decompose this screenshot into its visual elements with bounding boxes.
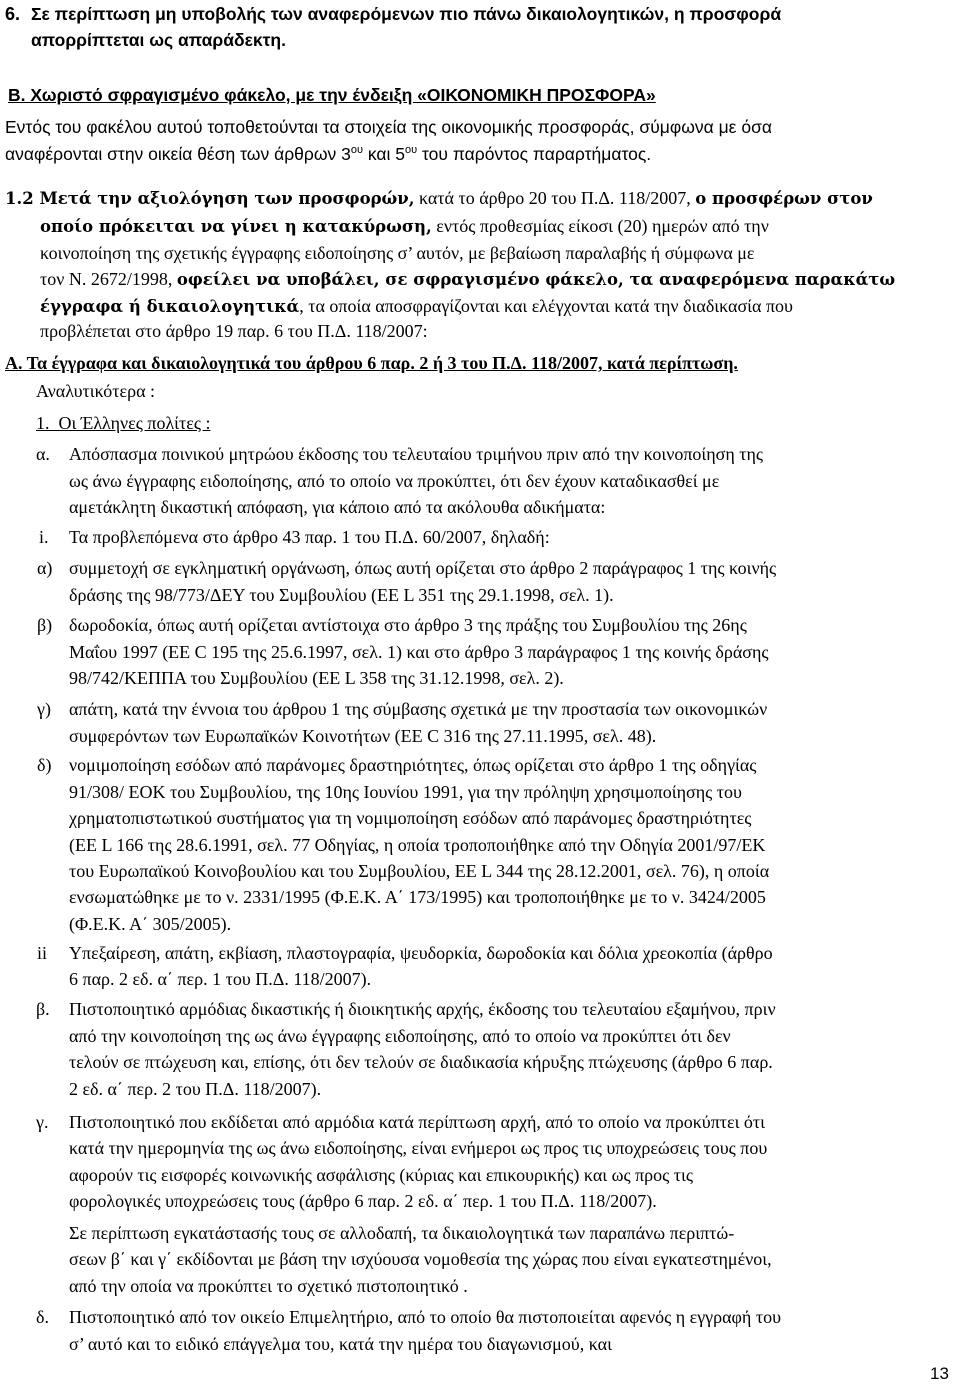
sub-b-line1: δωροδοκία, όπως αυτή ορίζεται αντίστοιχα στο άρθρο 3 της πράξης του Συμβουλίου της 26ης [69,615,747,635]
section-12-bold-b: ο προσφέρων στον [695,189,873,208]
item-i-text: Τα προβλεπόμενα στο άρθρο 43 παρ. 1 του Π.Δ. 60/2007, δηλαδή: [69,527,550,547]
section-12-bold-c: οποίο πρόκειται να γίνει η κατακύρωση, [40,217,432,236]
superscript-ou-2: ου [404,144,418,156]
superscript-ou-1: ου [350,144,363,156]
section-12-bold-a: 1.2 Μετά την αξιολόγηση των προσφορών, [5,189,415,208]
item-ii-line2: 6 παρ. 2 εδ. α΄ περ. 1 του Π.Δ. 118/2007). [69,969,372,989]
section-b-line2-a: αναφέρονται στην οικεία θέση των άρθρων 3 [5,144,351,164]
sub-g-line1: απάτη, κατά την έννοια του άρθρου 1 της σύμβασης σχετικά με την προστασία των οικονομικών [69,699,768,719]
item6-line1: Σε περίπτωση μη υποβολής των αναφερόμενων πιο πάνω δικαιολογητικών, η προσφορά [31,4,782,24]
item6-number: 6. [5,4,21,24]
section-12-line6: προβλέπεται στο άρθρο 19 παρ. 6 του Π.Δ. 118/2007: [40,321,428,341]
sub-a-label: α) [37,558,53,578]
subsection-1-number: 1. [36,413,50,433]
item-gamma-note-line2: σεων β΄ και γ΄ εκδίδονται με βάση την ισχύουσα νομοθεσία της χώρας που είναι εγκατεστημένοι, [69,1249,772,1269]
section-b-heading: Β. Χωριστό σφραγισμένο φάκελο, με την ένδειξη «ΟΙΚΟΝΟΜΙΚΗ ΠΡΟΣΦΟΡΑ» [8,85,656,105]
sub-d-line3: χρηματοπιστωτικού συστήματος για τη νομιμοποίηση εσόδων από παράνομες δραστηριότητες [69,808,752,828]
sub-a-line2: δράσης της 98/773/ΔΕΥ του Συμβουλίου (ΕΕ L 351 της 29.1.1998, σελ. 1). [69,585,614,605]
item-gamma-line4: φορολογικές υποχρεώσεις τους (άρθρο 6 παρ. 2 εδ. α΄ περ. 1 του Π.Δ. 118/2007). [69,1191,657,1211]
sub-d-line2: 91/308/ ΕΟΚ του Συμβουλίου, της 10ης Ιουνίου 1991, για την πρόληψη χρησιμοποίησης του [69,782,742,802]
sub-g-line2: συμφερόντων των Ευρωπαϊκών Κοινοτήτων (ΕΕ C 316 της 27.11.1995, σελ. 48). [69,726,657,746]
section-b-line2-b: και 5 [362,144,405,164]
subsection-1-title [36,412,210,434]
item-beta-line4: 2 εδ. α΄ περ. 2 του Π.Δ. 118/2007). [69,1079,322,1099]
sub-d-line1: νομιμοποίηση εσόδων από παράνομες δραστηριότητες, όπως ορίζεται στο άρθρο 1 της οδηγίας [69,755,757,775]
sub-d-label: δ) [37,755,52,775]
item-gamma-label: γ. [36,1112,49,1132]
item-gamma-note-line3: από την οποία να προκύπτει το σχετικό πιστοποιητικό . [69,1276,468,1296]
item-delta-line1: Πιστοποιητικό από τον οικείο Επιμελητήριο, από το οποίο θα πιστοποιείται αφενός η εγγραφή του [69,1307,781,1327]
item-beta-label: β. [36,999,50,1019]
item-ii-line1: Υπεξαίρεση, απάτη, εκβίαση, πλαστογραφία, ψευδορκία, δωροδοκία και δόλια χρεοκοπία (άρθρο [69,943,773,963]
item-gamma-note-line1: Σε περίπτωση εγκατάστασής τους σε αλλοδαπή, τα δικαιολογητικά των παραπάνω περιπτώ- [69,1223,735,1243]
item-alpha-line1: Απόσπασμα ποινικού μητρώου έκδοσης του τελευταίου τριμήνου πριν από την κοινοποίηση της [69,444,764,464]
section-12-line3: κοινοποίηση της σχετικής έγγραφης ειδοποίησης σ’ αυτόν, με βεβαίωση παραλαβής ή σύμφωνα με [40,243,755,263]
section-12-line1 [5,187,873,210]
sub-b-line3: 98/742/ΚΕΠΠΑ του Συμβουλίου (ΕΕ L 358 της 31.12.1998, σελ. 2). [69,668,564,688]
sub-d-line4: (ΕΕ L 166 της 28.6.1991, σελ. 77 Οδηγίας, η οποία τροποποιήθηκε από την Οδηγία 2001/97/ΕΚ [69,835,766,855]
page-number: 13 [930,1364,949,1383]
sub-d-line5: του Ευρωπαϊκού Κοινοβουλίου και του Συμβουλίου, ΕΕ L 344 της 28.12.2001, σελ. 76), η οποία [69,861,770,881]
item-ii-label: ii [37,943,48,963]
section-b-line1: Εντός του φακέλου αυτού τοποθετούνται τα στοιχεία της οικονομικής προσφοράς, σύμφωνα με όσα [5,117,772,137]
item-beta-line3: τελούν σε πτώχευση και, επίσης, ότι δεν τελούν σε διαδικασία κήρυξης πτώχευσης (άρθρο 6 παρ. [69,1052,773,1072]
subsection-1-text: Οι Έλληνες πολίτες : [58,413,211,433]
item-delta-line2: σ’ αυτό και το ειδικό επάγγελμα του, κατά την ημέρα του διαγωνισμού, και [69,1334,612,1354]
sub-b-line2: Μαΐου 1997 (ΕΕ C 195 της 25.6.1997, σελ. 1) και στο άρθρο 3 παράγραφος 1 της κοινής δράσης [69,642,769,662]
sub-d-line6: ενσωματώθηκε με το ν. 2331/1995 (Φ.Ε.Κ. Α΄ 173/1995) και τροποποιήθηκε με το ν. 3424/2005 [69,887,766,907]
sub-b-label: β) [37,615,53,635]
sub-d-line7: (Φ.Ε.Κ. Α΄ 305/2005). [69,914,232,934]
item-alpha-line3: αμετάκλητη δικαστική απόφαση, για κάποιο από τα ακόλουθα αδικήματα: [69,497,606,517]
section-b-line2-c: του παρόντος παραρτήματος. [417,144,652,164]
item-alpha-line2: ως άνω έγγραφης ειδοποίησης, από το οποίο να προκύπτει, ότι δεν έχουν καταδικασθεί με [69,471,720,491]
item-gamma-line1: Πιστοποιητικό που εκδίδεται από αρμόδια κατά περίπτωση αρχή, από το οποίο να προκύπτει ότι [69,1112,765,1132]
section-12-bold-e: έγγραφα ή δικαιολογητικά [40,297,300,316]
item-i-label: i. [39,527,49,547]
section-12-text-c: εντός προθεσμίας είκοσι (20) ημερών από την [431,216,769,236]
section-12-line4 [40,268,895,291]
sub-a-line1: συμμετοχή σε εγκληματική οργάνωση, όπως αυτή ορίζεται στο άρθρο 2 παράγραφος 1 της κοινής [69,558,777,578]
section-12-text-e: , τα οποία αποσφραγίζονται και ελέγχονται κατά την διαδικασία που [299,296,793,316]
item-beta-line2: από την κοινοποίηση της ως άνω έγγραφης ειδοποίησης, από το οποίο να προκύπτει ότι δεν [69,1026,731,1046]
section-12-line5 [40,295,793,318]
section-12-bold-d: οφείλει να υποβάλει, σε σφραγισμένο φάκελο, τα αναφερόμενα παρακάτω [176,270,896,289]
item-gamma-line2: κατά την ημερομηνία της ως άνω ειδοποίησης, είναι ενήμεροι ως προς τις υποχρεώσεις τους που [69,1138,768,1158]
item-gamma-line3: αφορούν τις εισφορές κοινωνικής ασφάλισης (κύριας και επικουρικής) και ως προς τις [69,1165,693,1185]
item6-line2: απορρίπτεται ως απαράδεκτη. [31,30,286,50]
item-beta-line1: Πιστοποιητικό αρμόδιας δικαστικής ή διοικητικής αρχής, έκδοσης του τελευταίου εξαμήνου, πριν [69,999,776,1019]
section-12-text-a: κατά το άρθρο 20 του Π.Δ. 118/2007, [414,188,696,208]
section-b-line2 [5,143,651,165]
section-a-heading: Α. Τα έγγραφα και δικαιολογητικά του άρθρου 6 παρ. 2 ή 3 του Π.Δ. 118/2007, κατά περίπτωση. [5,353,738,373]
sub-g-label: γ) [37,699,51,719]
section-12-line2 [40,215,769,238]
item-alpha-label: α. [36,444,50,464]
item-delta-label: δ. [36,1307,49,1327]
section-12-text-d: τον Ν. 2672/1998, [40,269,177,289]
section-a-detail: Αναλυτικότερα : [36,381,156,401]
